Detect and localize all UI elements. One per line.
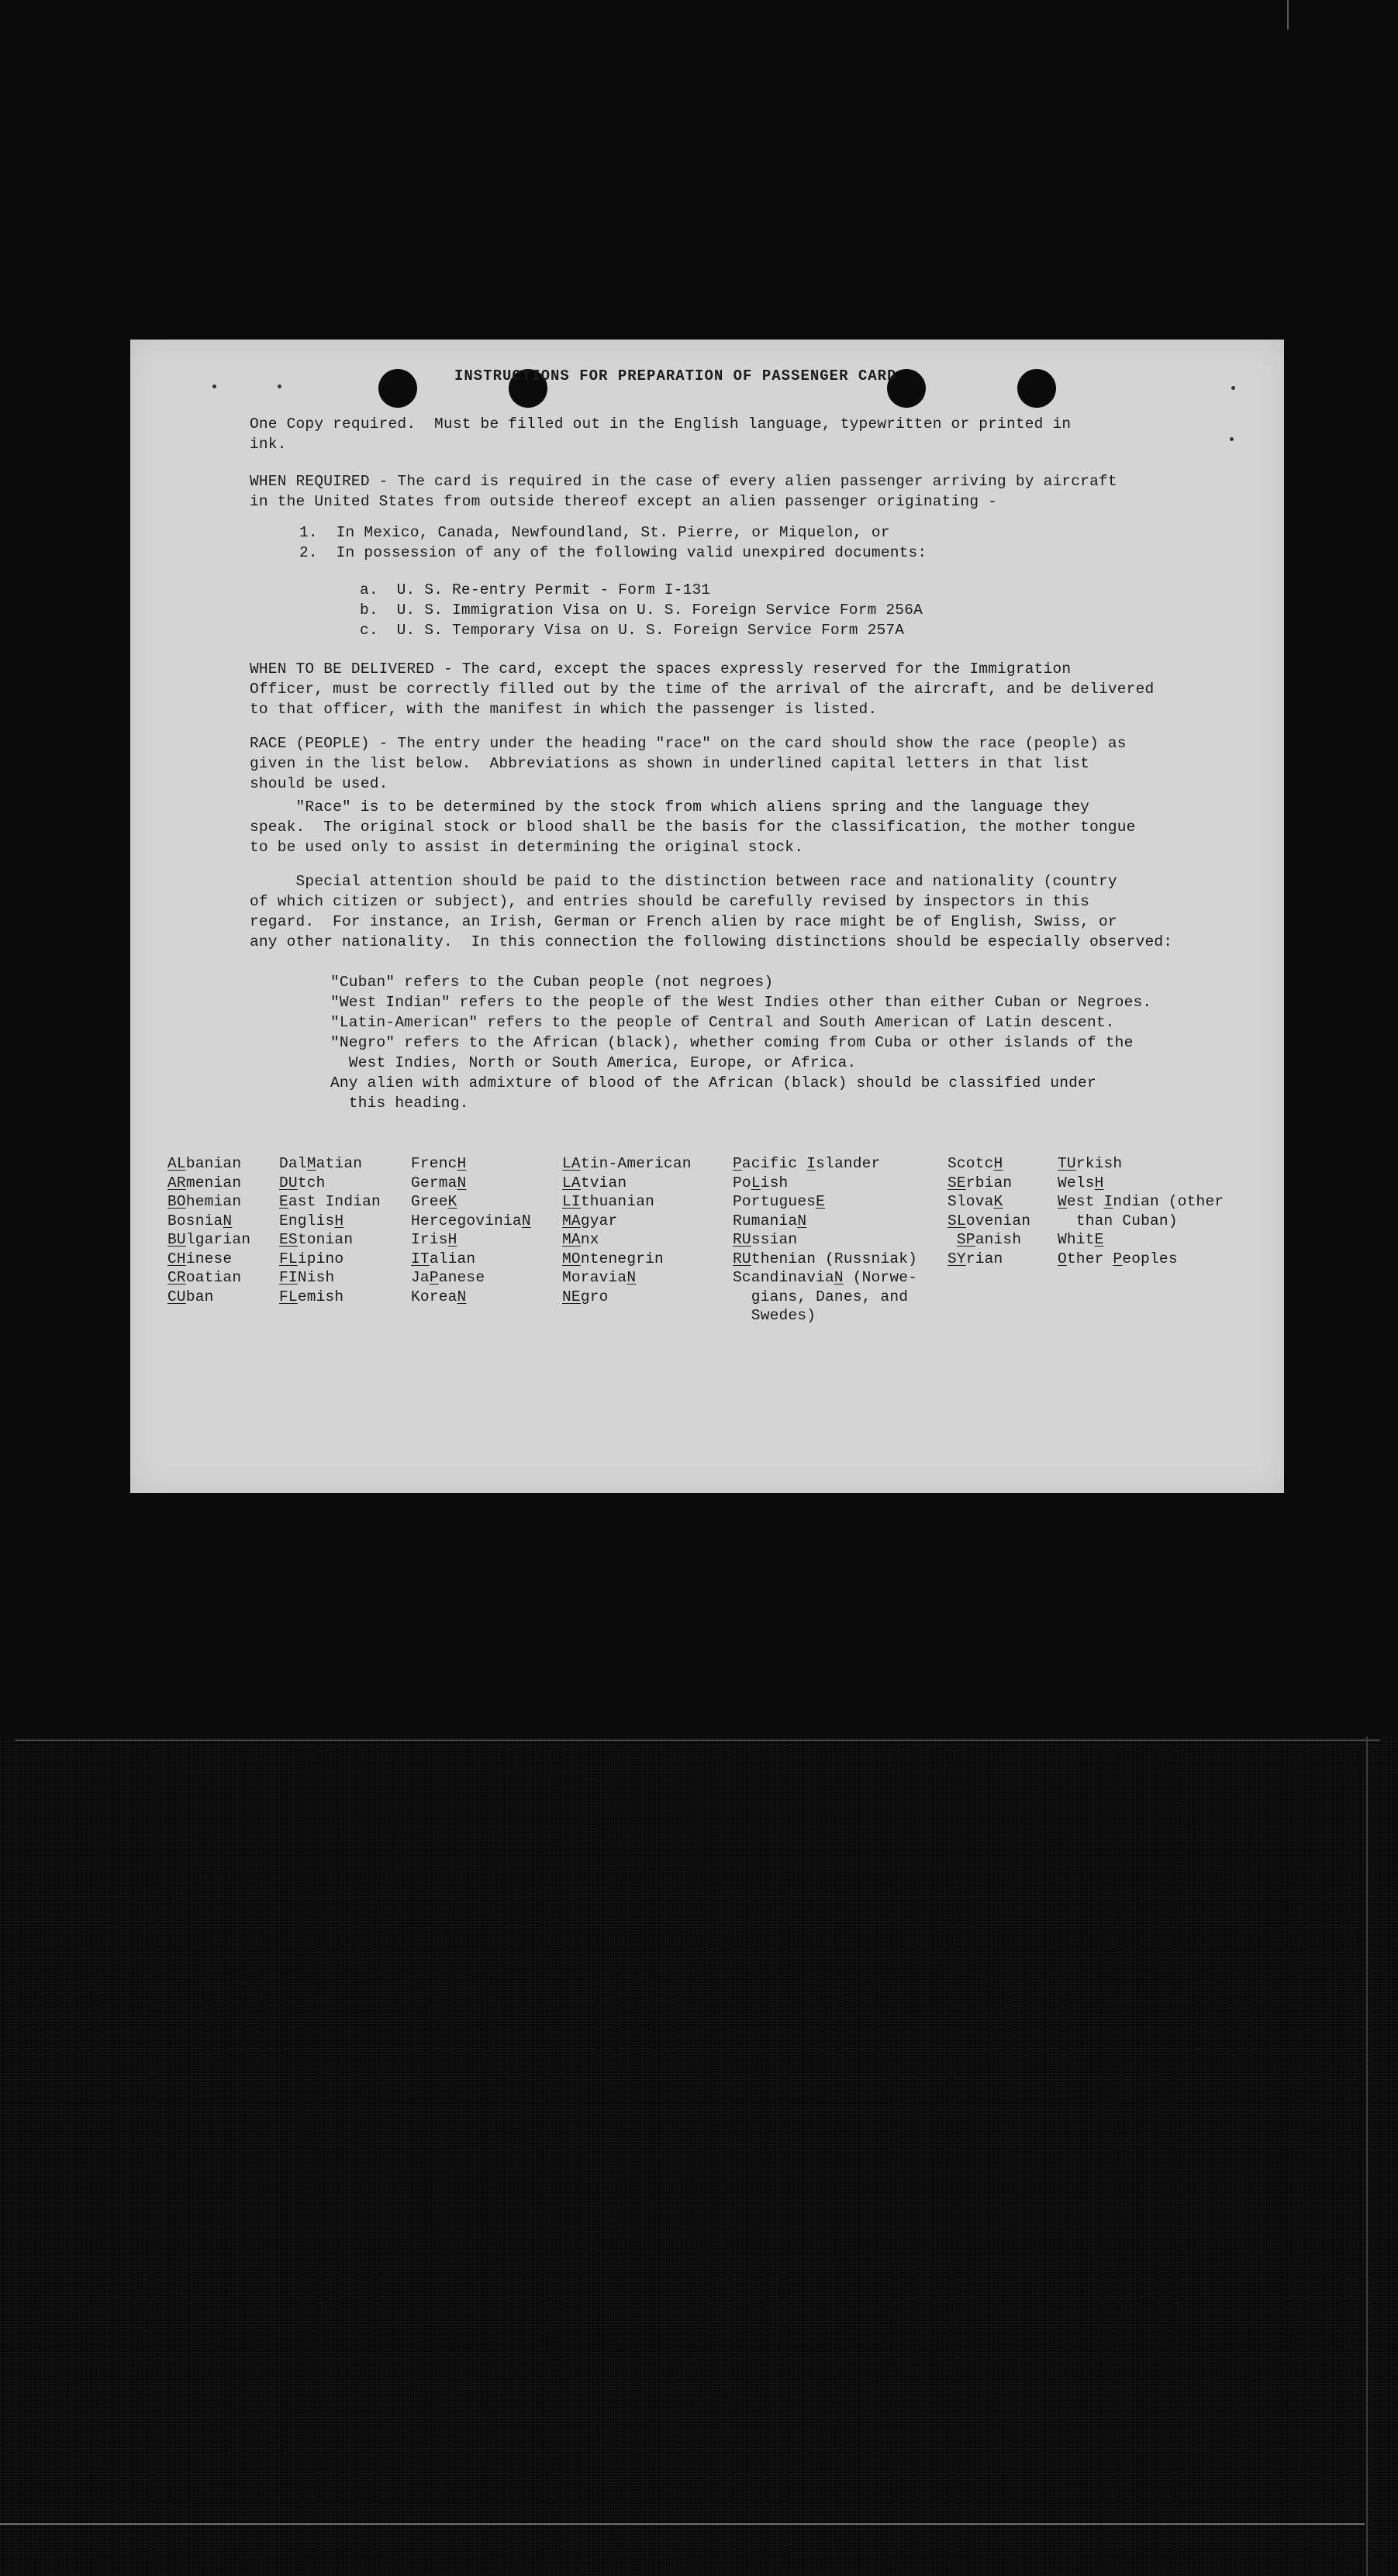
ink-fleck	[1231, 386, 1235, 390]
copy-note-line: ink.	[250, 436, 287, 453]
race-entry: LAtvian	[562, 1174, 627, 1191]
race-entry: KoreaN	[411, 1288, 467, 1305]
scan-mark-top	[1287, 0, 1289, 29]
distinctions-list-line: "Latin-American" refers to the people of Central and South American of Latin descent.	[330, 1014, 1115, 1031]
race-entry: ARmenian	[167, 1174, 242, 1191]
race-entry: East Indian	[279, 1193, 381, 1210]
race-entry: SYrian	[948, 1250, 1003, 1267]
race-entry: MAgyar	[562, 1212, 618, 1229]
race-entry: LAtin-American	[562, 1155, 692, 1172]
race-entry: RUthenian (Russniak)	[733, 1250, 918, 1267]
when-required-paragraph-line: in the United States from outside thereof except an alien passenger originating -	[250, 493, 998, 510]
race-entry: GreeK	[411, 1193, 457, 1210]
race-entry: Pacific Islander	[733, 1155, 881, 1172]
distinctions-list-line: "Cuban" refers to the Cuban people (not negroes)	[330, 974, 774, 991]
origin-list-line: 1. In Mexico, Canada, Newfoundland, St. Pierre, or Miquelon, or	[299, 524, 890, 541]
copy-note-line: One Copy required. Must be filled out in the English language, typewritten or printed in	[250, 416, 1072, 433]
ink-fleck	[212, 385, 216, 388]
race-entry: BOhemian	[167, 1193, 242, 1210]
document-list-line: b. U. S. Immigration Visa on U. S. Foreign Service Form 256A	[360, 602, 923, 619]
scan-line-bottom	[0, 2523, 1365, 2525]
document-list-line: c. U. S. Temporary Visa on U. S. Foreign Service Form 257A	[360, 622, 905, 639]
race-entry: than Cuban)	[1058, 1212, 1178, 1229]
race-entry: RumaniaN	[733, 1212, 807, 1229]
race-entry: ALbanian	[167, 1155, 242, 1172]
origin-list-line: 2. In possession of any of the following valid unexpired documents:	[299, 544, 927, 561]
race-entry: PoLish	[733, 1174, 789, 1191]
scan-line-right	[1366, 1736, 1368, 2576]
distinctions-list-line: this heading.	[330, 1095, 469, 1112]
race-entry: FrencH	[411, 1155, 467, 1172]
distinctions-list-line: Any alien with admixture of blood of the African (black) should be classified under	[330, 1074, 1096, 1091]
when-required-paragraph-line: WHEN REQUIRED - The card is required in the case of every alien passenger arriving by aircraft	[250, 473, 1117, 490]
distinctions-list-line: "Negro" refers to the African (black), whether coming from Cuba or other islands of the	[330, 1034, 1134, 1051]
special-attention-paragraph-line: of which citizen or subject), and entries should be carefully revised by inspectors in this	[250, 893, 1090, 910]
race-entry: ITalian	[411, 1250, 476, 1267]
race-entry: MAnx	[562, 1231, 599, 1248]
race-people-paragraph-line: should be used.	[250, 775, 388, 792]
race-entry: SlovaK	[948, 1193, 1003, 1210]
race-entry: CRoatian	[167, 1269, 242, 1286]
race-entry: SPanish	[956, 1231, 1022, 1248]
race-entry: EnglisH	[279, 1212, 344, 1229]
ink-fleck	[278, 385, 281, 388]
race-entry: GermaN	[411, 1174, 467, 1191]
race-stock-paragraph-line: "Race" is to be determined by the stock from which aliens spring and the language they	[250, 798, 1090, 816]
ink-fleck	[1230, 437, 1234, 441]
scan-background-noise	[0, 1736, 1398, 2576]
race-entry: IrisH	[411, 1231, 457, 1248]
race-entry: ScotcH	[948, 1155, 1003, 1172]
race-entry: SErbian	[948, 1174, 1013, 1191]
punch-hole-4	[1017, 369, 1056, 408]
race-entry: PortuguesE	[733, 1193, 826, 1210]
race-entry: West Indian (other	[1058, 1193, 1224, 1210]
race-entry: FINish	[279, 1269, 335, 1286]
race-entry: DUtch	[279, 1174, 326, 1191]
special-attention-paragraph-line: any other nationality. In this connection the following distinctions should be especially observed:	[250, 933, 1173, 950]
race-entry: FLemish	[279, 1288, 344, 1305]
page-title: INSTRUCTIONS FOR PREPARATION OF PASSENGER CARD	[454, 367, 897, 385]
race-people-paragraph-line: given in the list below. Abbreviations as shown in underlined capital letters in that list	[250, 755, 1090, 772]
race-stock-paragraph-line: speak. The original stock or blood shall be the basis for the classification, the mother tongue	[250, 819, 1136, 836]
race-entry: BosniaN	[167, 1212, 233, 1229]
race-entry: TUrkish	[1058, 1155, 1123, 1172]
scan-line-top	[16, 1740, 1380, 1741]
race-entry: NEgro	[562, 1288, 609, 1305]
race-entry: CUban	[167, 1288, 214, 1305]
race-entry: EStonian	[279, 1231, 354, 1248]
race-entry: MOntenegrin	[562, 1250, 664, 1267]
race-entry: HercegoviniaN	[411, 1212, 531, 1229]
race-entry: Swedes)	[733, 1307, 816, 1324]
race-stock-paragraph-line: to be used only to assist in determining the original stock.	[250, 839, 804, 856]
race-entry: RUssian	[733, 1231, 798, 1248]
race-entry: SLovenian	[948, 1212, 1031, 1229]
race-entry: Other Peoples	[1058, 1250, 1178, 1267]
race-entry: WhitE	[1058, 1231, 1104, 1248]
special-attention-paragraph-line: Special attention should be paid to the distinction between race and nationality (country	[250, 873, 1117, 890]
race-entry: LIthuanian	[562, 1193, 655, 1210]
document-list-line: a. U. S. Re-entry Permit - Form I-131	[360, 581, 711, 598]
race-entry: BUlgarian	[167, 1231, 251, 1248]
race-entry: FLipino	[279, 1250, 344, 1267]
race-entry: DalMatian	[279, 1155, 363, 1172]
distinctions-list-line: West Indies, North or South America, Europe, or Africa.	[330, 1054, 857, 1071]
race-entry: CHinese	[167, 1250, 233, 1267]
race-entry: WelsH	[1058, 1174, 1104, 1191]
special-attention-paragraph-line: regard. For instance, an Irish, German or French alien by race might be of English, Swiss, or	[250, 913, 1117, 930]
passenger-card-instructions	[130, 340, 1284, 1493]
race-entry: JaPanese	[411, 1269, 485, 1286]
race-entry: gians, Danes, and	[733, 1288, 909, 1305]
when-delivered-paragraph-line: WHEN TO BE DELIVERED - The card, except the spaces expressly reserved for the Immigration	[250, 660, 1072, 678]
when-delivered-paragraph-line: to that officer, with the manifest in which the passenger is listed.	[250, 701, 878, 718]
race-entry: ScandinaviaN (Norwe-	[733, 1269, 918, 1286]
punch-hole-1	[378, 369, 417, 408]
race-people-paragraph-line: RACE (PEOPLE) - The entry under the heading "race" on the card should show the race (people) as	[250, 735, 1127, 752]
when-delivered-paragraph-line: Officer, must be correctly filled out by the time of the arrival of the aircraft, and be delivered	[250, 681, 1155, 698]
distinctions-list-line: "West Indian" refers to the people of the West Indies other than either Cuban or Negroes.	[330, 994, 1152, 1011]
race-entry: MoraviaN	[562, 1269, 637, 1286]
